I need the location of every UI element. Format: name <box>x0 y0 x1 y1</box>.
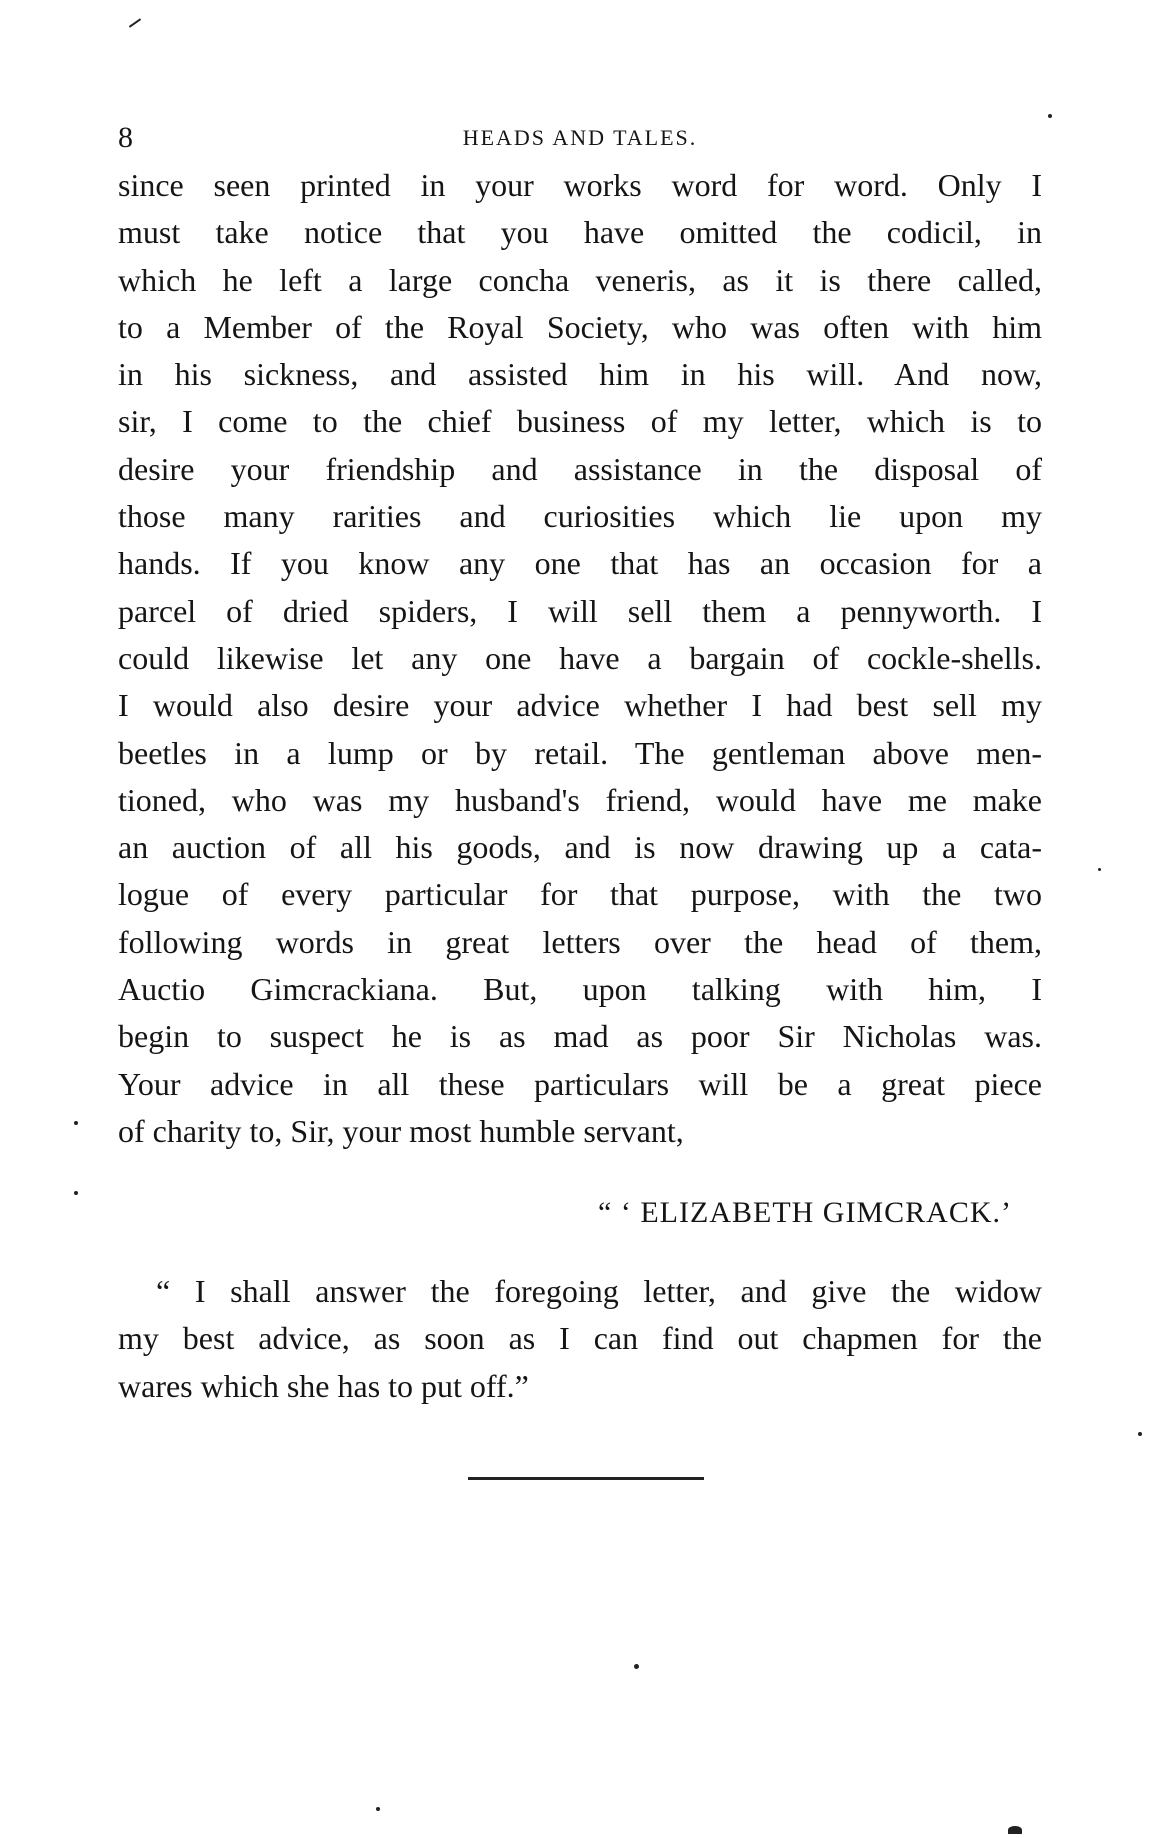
text-line: I would also desire your advice whether I had best sell my <box>118 687 1042 724</box>
text-line: an auction of all his goods, and is now drawing up a cata- <box>118 829 1042 866</box>
text-line: sir, I come to the chief business of my letter, which is to <box>118 403 1042 440</box>
text-line: Auctio Gimcrackiana. But, upon talking with him, I <box>118 971 1042 1008</box>
text-line: tioned, who was my husband's friend, would have me make <box>118 781 1042 818</box>
ink-speck <box>376 1807 380 1811</box>
text-line: of charity to, Sir, your most humble servant, <box>118 1112 684 1149</box>
text-line: begin to suspect he is as mad as poor Sir Nicholas was. <box>118 1018 1042 1055</box>
text-line: following words in great letters over the head of them, <box>118 923 1042 960</box>
running-title: HEADS AND TALES. <box>462 125 698 150</box>
text-line: my best advice, as soon as I can find out chapmen for the <box>118 1320 1042 1357</box>
ink-speck <box>634 1664 639 1669</box>
ink-speck <box>1138 1432 1142 1436</box>
text-line: in his sickness, and assisted him in his will. And now, <box>118 356 1042 393</box>
closing-paragraph <box>118 1268 1042 1410</box>
ink-speck <box>1008 1826 1022 1834</box>
text-line: which he left a large concha veneris, as it is there called, <box>118 261 1042 298</box>
text-line: must take notice that you have omitted the codicil, in <box>118 214 1042 251</box>
text-line: wares which she has to put off.” <box>118 1367 529 1404</box>
text-line: logue of every particular for that purpose, with the two <box>118 876 1042 913</box>
ink-speck <box>1098 868 1101 871</box>
text-line: Your advice in all these particulars will be a great piece <box>118 1065 1042 1102</box>
text-line: parcel of dried spiders, I will sell them a pennyworth. I <box>118 592 1042 629</box>
page-header <box>118 118 1042 158</box>
text-line: desire your friendship and assistance in the disposal of <box>118 450 1042 487</box>
text-line: “ I shall answer the foregoing letter, and give the widow <box>156 1273 1042 1309</box>
ink-speck <box>129 18 142 28</box>
text-line: those many rarities and curiosities which lie upon my <box>118 498 1042 535</box>
page-number: 8 <box>118 121 133 154</box>
text-line: could likewise let any one have a bargain of cockle-shells. <box>118 639 1042 676</box>
letter-paragraph <box>118 162 1042 1155</box>
text-line: since seen printed in your works word for word. Only I <box>118 167 1042 203</box>
text-line: hands. If you know any one that has an occasion for a <box>118 545 1042 582</box>
ink-speck <box>74 1121 78 1125</box>
text-line: to a Member of the Royal Society, who was often with him <box>118 308 1042 345</box>
signature: “ ‘ ELIZABETH GIMCRACK.’ <box>598 1196 1012 1229</box>
ink-speck <box>1048 114 1052 118</box>
ink-speck <box>74 1191 78 1195</box>
section-divider <box>468 1477 704 1480</box>
text-line: beetles in a lump or by retail. The gentleman above men- <box>118 734 1042 771</box>
